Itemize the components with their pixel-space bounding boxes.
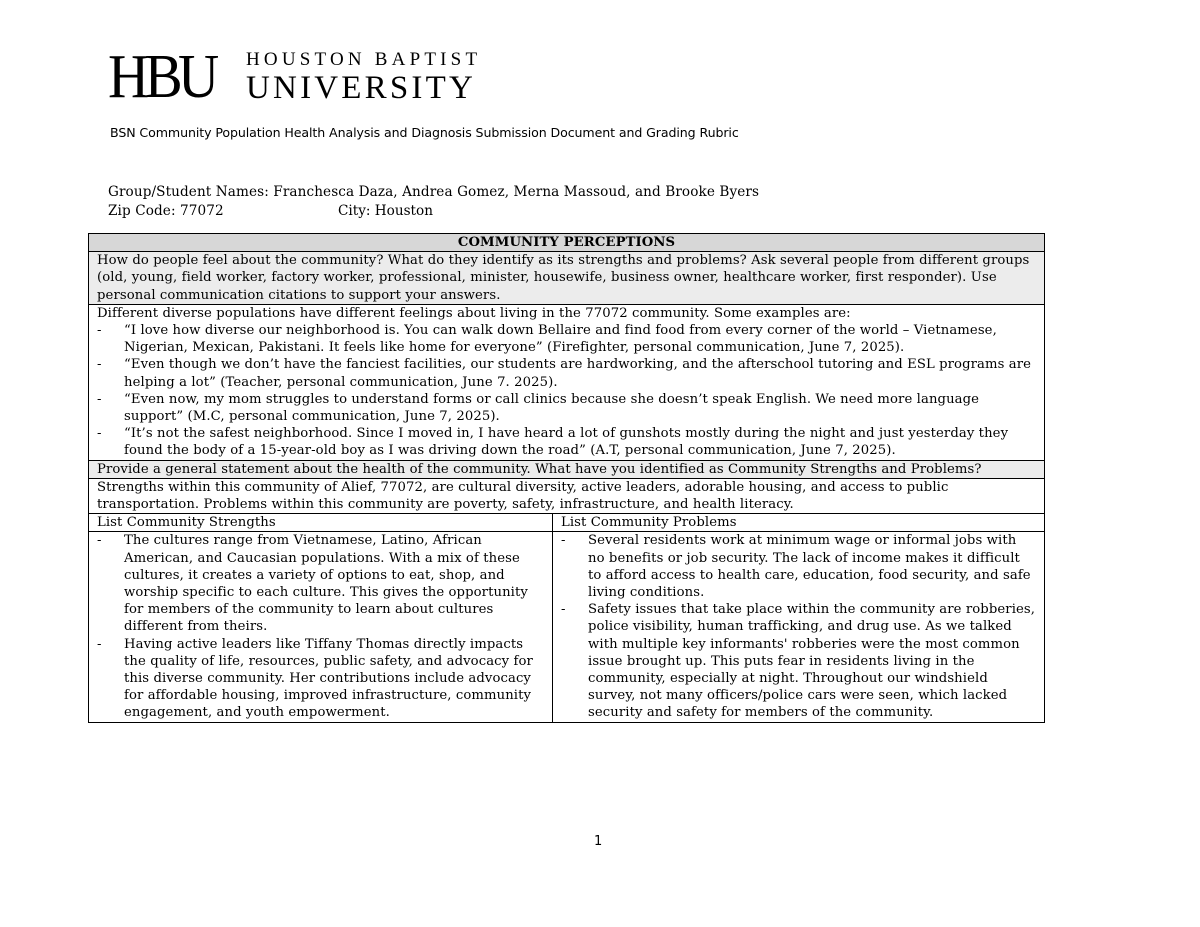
list-item: - “Even now, my mom struggles to understand forms or call clinics because she doesn’t speak English. We need more language support” (M.C, personal communication, June 7, 2025).: [97, 391, 1036, 425]
table-header: COMMUNITY PERCEPTIONS: [89, 234, 1045, 252]
problems-list: [561, 532, 1036, 721]
university-logo: [108, 43, 482, 111]
group-student-names: Group/Student Names: Franchesca Daza, Andrea Gomez, Merna Massoud, and Brooke Byers: [108, 184, 760, 200]
list-item: - “I love how diverse our neighborhood is. You can walk down Bellaire and find food from every corner of the world – Vietnamese, Nigerian, Mexican, Pakistani. It feels like home for everyone” (Firefighter, personal communication, June 7, 2025).: [97, 322, 1036, 356]
page-number: 1: [594, 834, 603, 849]
logo-mark: HBU: [108, 43, 215, 111]
question-general-statement: Provide a general statement about the health of the community. What have you identified as Community Strengths and Problems?: [89, 460, 1045, 478]
document-title: BSN Community Population Health Analysis and Diagnosis Submission Document and Grading Rubric: [110, 125, 739, 140]
answer-feelings: [89, 304, 1045, 460]
list-item: - The cultures range from Vietnamese, Latino, African American, and Caucasian populations. With a mix of these cultures, it creates a variety of options to eat, shop, and worship specific to each culture. This gives the opportunity for members of the community to learn about cultures different from theirs.: [97, 532, 544, 635]
city: City: Houston: [338, 203, 433, 219]
problems-header: List Community Problems: [553, 514, 1045, 532]
list-item: - Several residents work at minimum wage or informal jobs with no benefits or job security. The lack of income makes it difficult to afford access to health care, education, food security, and safe living conditions.: [561, 532, 1036, 601]
question-feelings: How do people feel about the community? What do they identify as its strengths and problems? Ask several people from different groups (old, young, field worker, factory worker, professional, minister, housewife, business owner, healthcare worker, first responder). Use personal communication citations to support your answers.: [89, 252, 1045, 305]
list-item: - “Even though we don’t have the fanciest facilities, our students are hardworking, and the afterschool tutoring and ESL programs are helping a lot” (Teacher, personal communication, June 7. 2025).: [97, 356, 1036, 390]
strengths-list: [97, 532, 544, 721]
problems-cell: [553, 532, 1045, 722]
strengths-header: List Community Strengths: [89, 514, 553, 532]
community-perceptions-table: [88, 233, 1045, 723]
list-item: - Having active leaders like Tiffany Thomas directly impacts the quality of life, resources, public safety, and advocacy for this diverse community. Her contributions include advocacy for affordable housing, improved infrastructure, community engagement, and youth empowerment.: [97, 636, 544, 722]
logo-wordmark: [246, 50, 481, 104]
quote-list: [97, 322, 1036, 460]
zip-code: Zip Code: 77072: [108, 203, 224, 219]
strengths-cell: [89, 532, 553, 722]
answer-general-statement: Strengths within this community of Alief, 77072, are cultural diversity, active leaders, adorable housing, and access to public transportation. Problems within this community are poverty, safety, infrastructure, and health literacy.: [89, 478, 1045, 513]
logo-line-1: HOUSTON BAPTIST: [246, 49, 482, 70]
list-item: - “It’s not the safest neighborhood. Since I moved in, I have heard a lot of gunshots mostly during the night and just yesterday they found the body of a 15-year-old boy as I was driving down the road” (A.T, personal communication, June 7, 2025).: [97, 425, 1036, 459]
logo-line-2: UNIVERSITY: [246, 70, 476, 106]
answer-intro: Different diverse populations have different feelings about living in the 77072 community. Some examples are:: [97, 305, 851, 321]
list-item: - Safety issues that take place within the community are robberies, police visibility, human trafficking, and drug use. As we talked with multiple key informants' robberies were the most common issue brought up. This puts fear in residents living in the community, especially at night. Throughout our windshield survey, not many officers/police cars were seen, which lacked security and safety for members of the community.: [561, 601, 1036, 721]
